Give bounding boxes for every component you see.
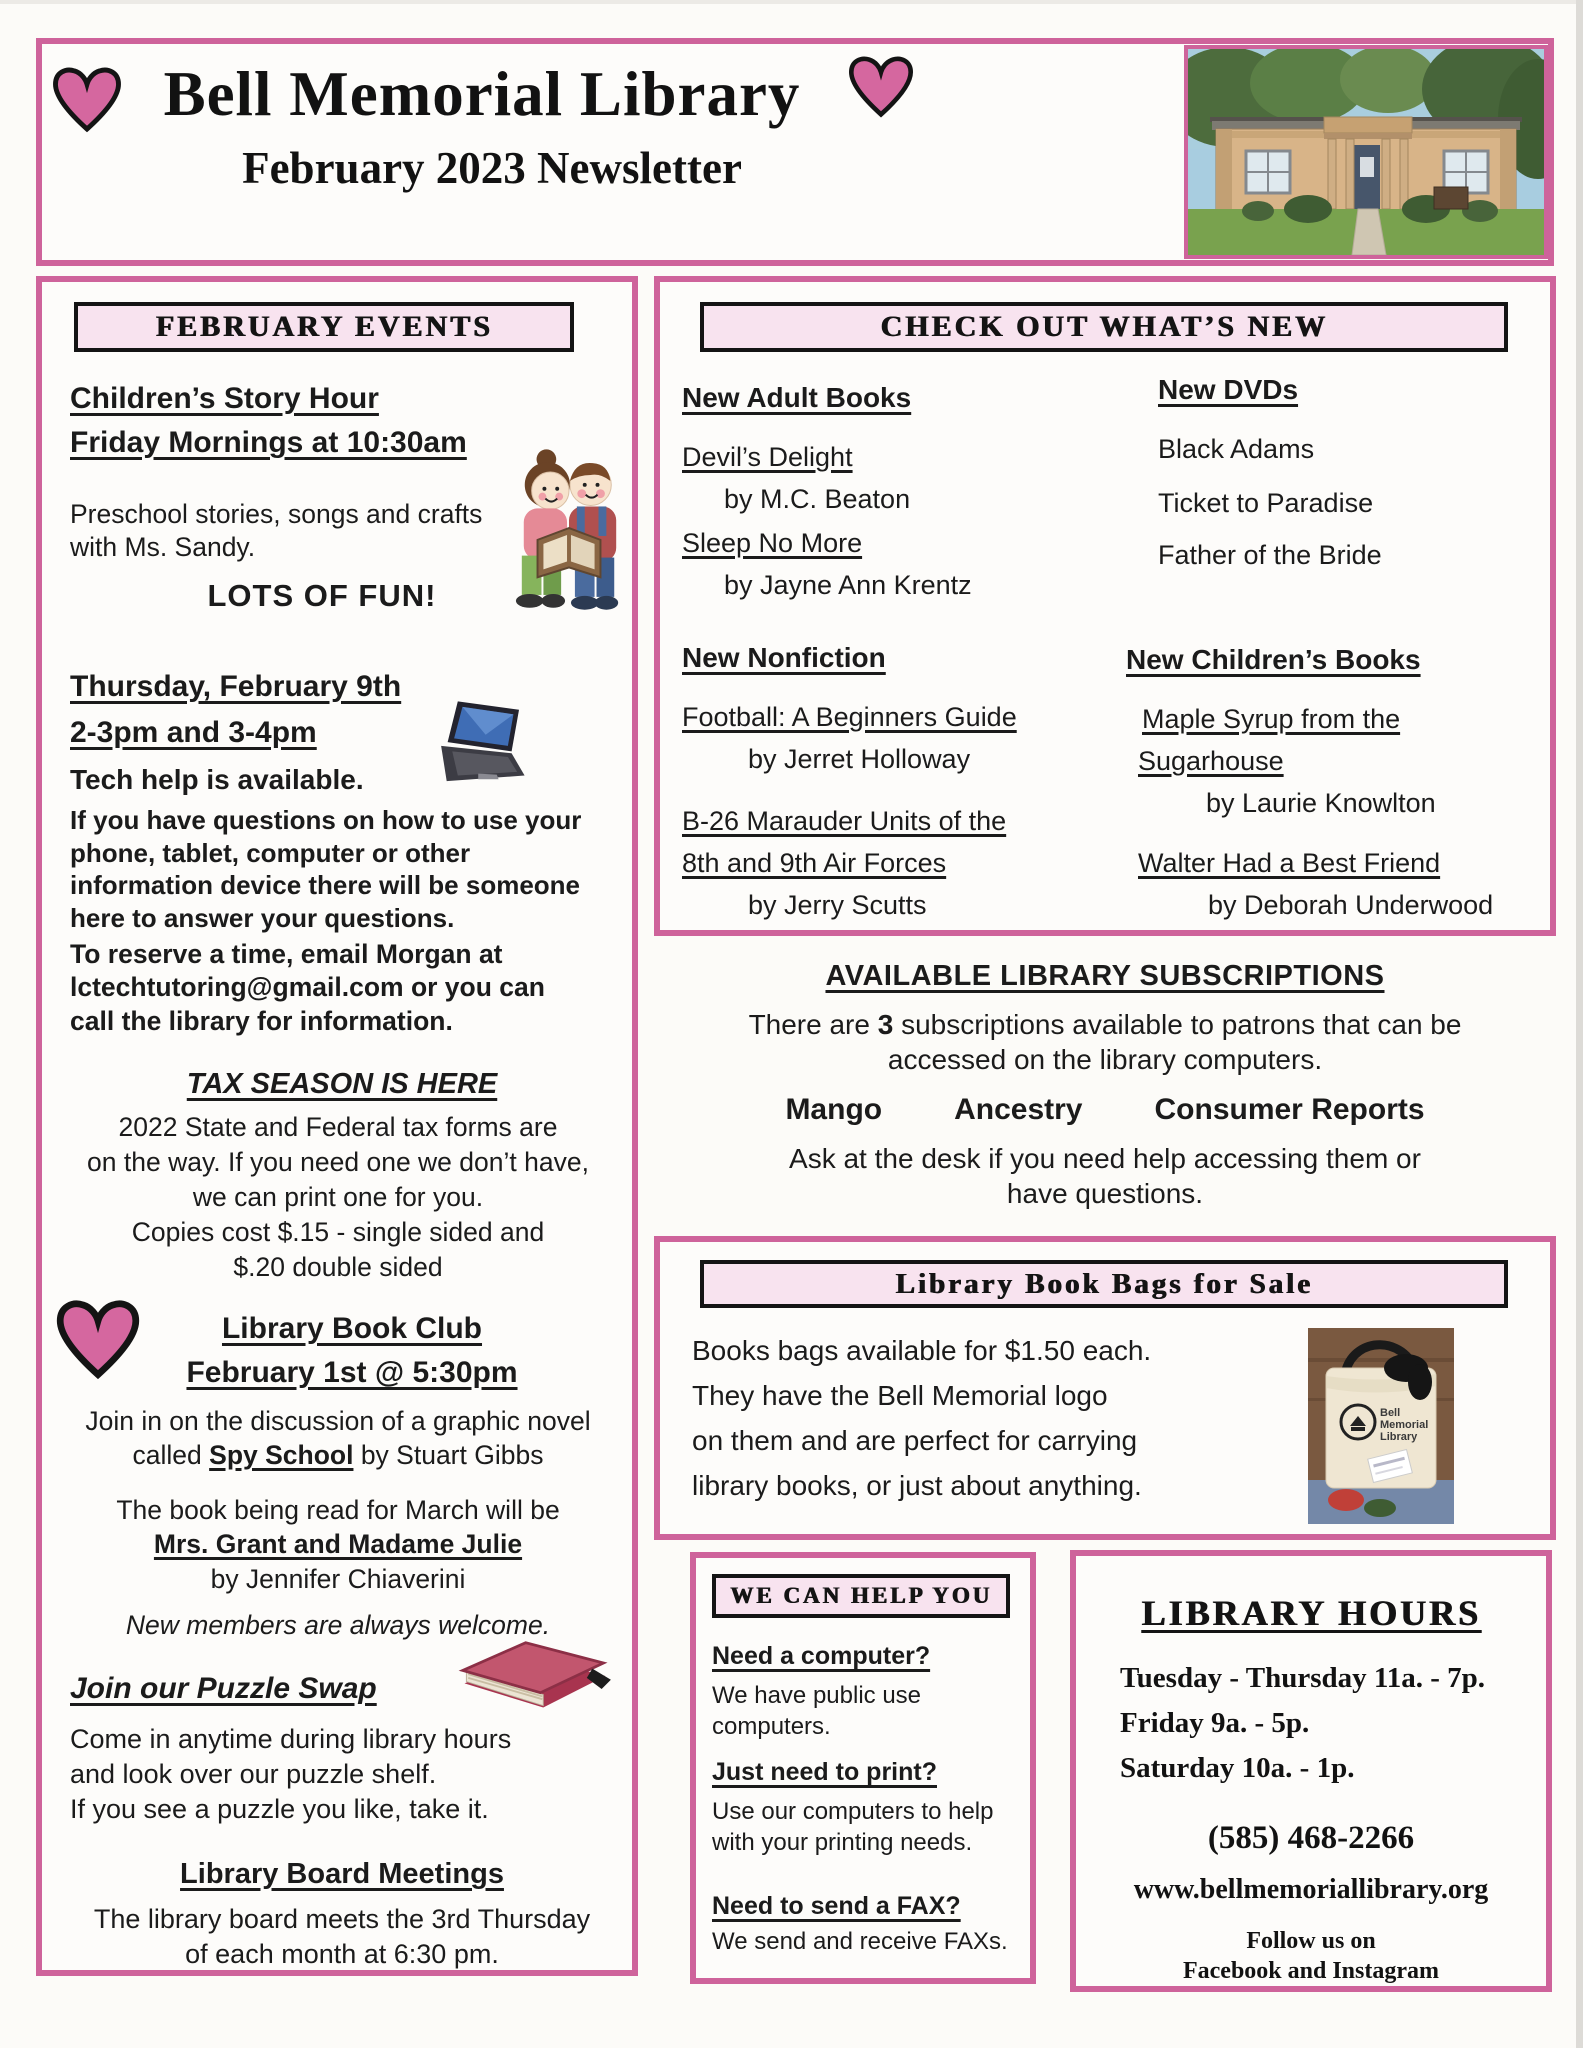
club-line	[48, 1438, 628, 1472]
february-events-box	[36, 276, 638, 1976]
tax-season-heading: TAX SEASON IS HERE	[186, 1068, 498, 1100]
subscriptions-heading: AVAILABLE LIBRARY SUBSCRIPTIONS	[825, 960, 1385, 992]
help-a-computer: We have public use computers.	[712, 1682, 922, 1741]
book-title: Sleep No More	[682, 528, 863, 558]
bags-line: library books, or just about anything.	[692, 1470, 1142, 1501]
scan-edge-top	[0, 0, 1583, 4]
club-text: called	[132, 1440, 210, 1471]
book-title: Walter Had a Best Friend	[1138, 848, 1441, 878]
club-march-title: Mrs. Grant and Madame Julie	[153, 1529, 523, 1560]
book-author: by M.C. Beaton	[724, 484, 911, 514]
new-nonfiction-heading: New Nonfiction	[682, 642, 886, 673]
hours-row: Saturday 10a. - 1p.	[1120, 1752, 1355, 1784]
club-line: by Jennifer Chiaverini	[210, 1563, 466, 1594]
tax-line: Copies cost $.15 - single sided and	[131, 1216, 545, 1247]
subs-count: 3	[877, 1009, 894, 1040]
tech-help-avail: Tech help is available.	[70, 764, 364, 795]
header-box	[36, 38, 1554, 266]
dvd-title: Black Adams	[1158, 434, 1315, 464]
library-hours-rows	[1120, 1656, 1485, 1791]
subscriptions-help-note	[654, 1141, 1556, 1211]
tax-line: 2022 State and Federal tax forms are	[118, 1112, 558, 1142]
subs-note: Ask at the desk if you need help accessing them or	[789, 1143, 1421, 1174]
hours-row: Tuesday - Thursday 11a. - 7p.	[1120, 1662, 1486, 1694]
book-bags-box	[654, 1236, 1556, 1540]
club-text-2: by Stuart Gibbs	[353, 1440, 544, 1471]
tech-help-reserve	[70, 938, 550, 1038]
book-author: by Jerret Holloway	[748, 744, 971, 774]
bags-line: They have the Bell Memorial logo	[692, 1380, 1108, 1411]
book-club-body	[48, 1404, 628, 1643]
new-adult-books-heading: New Adult Books	[682, 382, 912, 413]
bag-logo-text: Memorial	[1380, 1419, 1429, 1431]
we-can-help-heading: WE CAN HELP YOU	[712, 1574, 1010, 1618]
service-ancestry: Ancestry	[954, 1093, 1083, 1126]
heart-icon	[848, 46, 914, 130]
book-bag-photo	[1308, 1328, 1454, 1524]
tech-help-email: lctechtutoring@gmail.com	[70, 972, 404, 1003]
story-hour-time: Friday Mornings at 10:30am	[70, 426, 467, 459]
tax-line: we can print one for you.	[192, 1181, 484, 1212]
book-bags-body	[692, 1328, 1151, 1508]
page-title: Bell Memorial Library	[163, 59, 801, 129]
tech-help-time: 2-3pm and 3-4pm	[70, 716, 317, 749]
story-hour-title: Children’s Story Hour	[70, 382, 379, 415]
subs-text-3: accessed on the library computers.	[887, 1044, 1323, 1075]
phone-number: (585) 468-2266	[1207, 1820, 1415, 1856]
laptop-icon	[430, 694, 532, 794]
subs-text: There are	[748, 1009, 878, 1040]
whats-new-box	[654, 276, 1556, 936]
book-author: by Laurie Knowlton	[1206, 788, 1436, 818]
puzzle-line: Come in anytime during library hours	[70, 1724, 512, 1754]
tax-line: on the way. If you need one we don’t have,	[87, 1146, 589, 1177]
puzzle-line: and look over our puzzle shelf.	[70, 1759, 437, 1790]
club-book-title: Spy School	[209, 1440, 354, 1471]
help-a-print: Use our computers to help with your printing needs.	[712, 1798, 994, 1857]
dvd-title: Ticket to Paradise	[1158, 488, 1374, 518]
new-childrens-books-heading: New Children’s Books	[1126, 644, 1421, 675]
subs-note-2: have questions.	[1006, 1178, 1204, 1209]
bags-line: on them and are perfect for carrying	[692, 1425, 1138, 1456]
book-club-heading: Library Book Club	[221, 1312, 483, 1345]
library-building-photo	[1184, 45, 1548, 259]
subscription-services	[654, 1093, 1556, 1127]
help-q-computer: Need a computer?	[712, 1642, 931, 1670]
club-line: The book being read for March will be	[116, 1494, 560, 1525]
subscriptions-body	[654, 1007, 1556, 1077]
hours-row: Friday 9a. - 5p.	[1120, 1707, 1310, 1739]
club-line: Join in on the discussion of a graphic novel	[85, 1406, 591, 1436]
help-q-print: Just need to print?	[712, 1758, 937, 1786]
book-title: Football: A Beginners Guide	[682, 702, 1017, 732]
tax-season-body	[48, 1110, 628, 1285]
subs-text-2: subscriptions available to patrons that can be	[893, 1009, 1462, 1040]
puzzle-swap-body	[70, 1722, 570, 1827]
book-title-line2: 8th and 9th Air Forces	[682, 848, 947, 878]
follow-us-line1: Follow us on	[1246, 1928, 1376, 1954]
library-hours-box	[1070, 1550, 1552, 1992]
puzzle-line: If you see a puzzle you like, take it.	[70, 1794, 489, 1825]
page-subtitle: February 2023 Newsletter	[242, 143, 742, 193]
we-can-help-box	[690, 1552, 1036, 1984]
dvd-title: Father of the Bride	[1158, 540, 1382, 570]
spacer	[48, 1473, 628, 1493]
bag-logo-text: Bell	[1380, 1407, 1401, 1419]
spacer	[48, 1596, 628, 1608]
tax-line: $.20 double sided	[233, 1251, 443, 1282]
reserve-text-2: or you can call the library for information.	[70, 972, 545, 1036]
book-club-date: February 1st @ 5:30pm	[186, 1356, 518, 1389]
book-author: by Jayne Ann Krentz	[724, 570, 972, 600]
follow-us-line2: Facebook and Instagram	[1182, 1958, 1440, 1984]
book-title: Devil’s Delight	[682, 442, 853, 472]
tech-help-body: If you have questions on how to use your phone, tablet, computer or other information device there will be someone here to answer your questions.	[70, 805, 582, 933]
club-welcome-note: New members are always welcome.	[125, 1610, 551, 1641]
board-line: of each month at 6:30 pm.	[185, 1939, 499, 1970]
book-author: by Deborah Underwood	[1208, 890, 1494, 920]
bag-logo-text: Library	[1380, 1431, 1418, 1443]
kids-reading-clipart	[510, 444, 628, 622]
story-hour-fun: LOTS OF FUN!	[207, 578, 437, 613]
book-bags-heading: Library Book Bags for Sale	[700, 1260, 1508, 1308]
board-meetings-heading: Library Board Meetings	[180, 1858, 504, 1890]
scan-edge-right	[1576, 0, 1583, 2048]
website-url: www.bellmemoriallibrary.org	[1133, 1874, 1489, 1905]
book-author: by Jerry Scutts	[748, 890, 927, 920]
book-title-line2: Sugarhouse	[1138, 746, 1284, 776]
library-hours-heading: LIBRARY HOURS	[1141, 1593, 1481, 1633]
bags-line: Books bags available for $1.50 each.	[692, 1335, 1152, 1366]
service-consumer-reports: Consumer Reports	[1154, 1093, 1425, 1126]
board-meetings-body	[62, 1902, 622, 1972]
help-q-fax: Need to send a FAX?	[712, 1892, 961, 1920]
board-line: The library board meets the 3rd Thursday	[93, 1904, 591, 1934]
book-icon	[454, 1626, 614, 1714]
new-dvds-heading: New DVDs	[1158, 374, 1299, 405]
story-hour-body: Preschool stories, songs and crafts with Ms. Sandy.	[70, 499, 483, 562]
whats-new-heading: CHECK OUT WHAT’S NEW	[700, 302, 1508, 352]
puzzle-swap-heading: Join our Puzzle Swap	[70, 1672, 377, 1705]
reserve-text: To reserve a time, email Morgan at	[70, 939, 503, 969]
heart-icon	[56, 1296, 140, 1386]
book-title: B-26 Marauder Units of the	[682, 806, 1007, 836]
february-events-heading: FEBRUARY EVENTS	[74, 302, 574, 352]
help-a-fax: We send and receive FAXs.	[712, 1928, 1008, 1955]
subscriptions-section	[654, 960, 1556, 1211]
book-title: Maple Syrup from the	[1142, 704, 1401, 734]
tech-help-date: Thursday, February 9th	[70, 670, 402, 703]
service-mango: Mango	[785, 1093, 883, 1126]
